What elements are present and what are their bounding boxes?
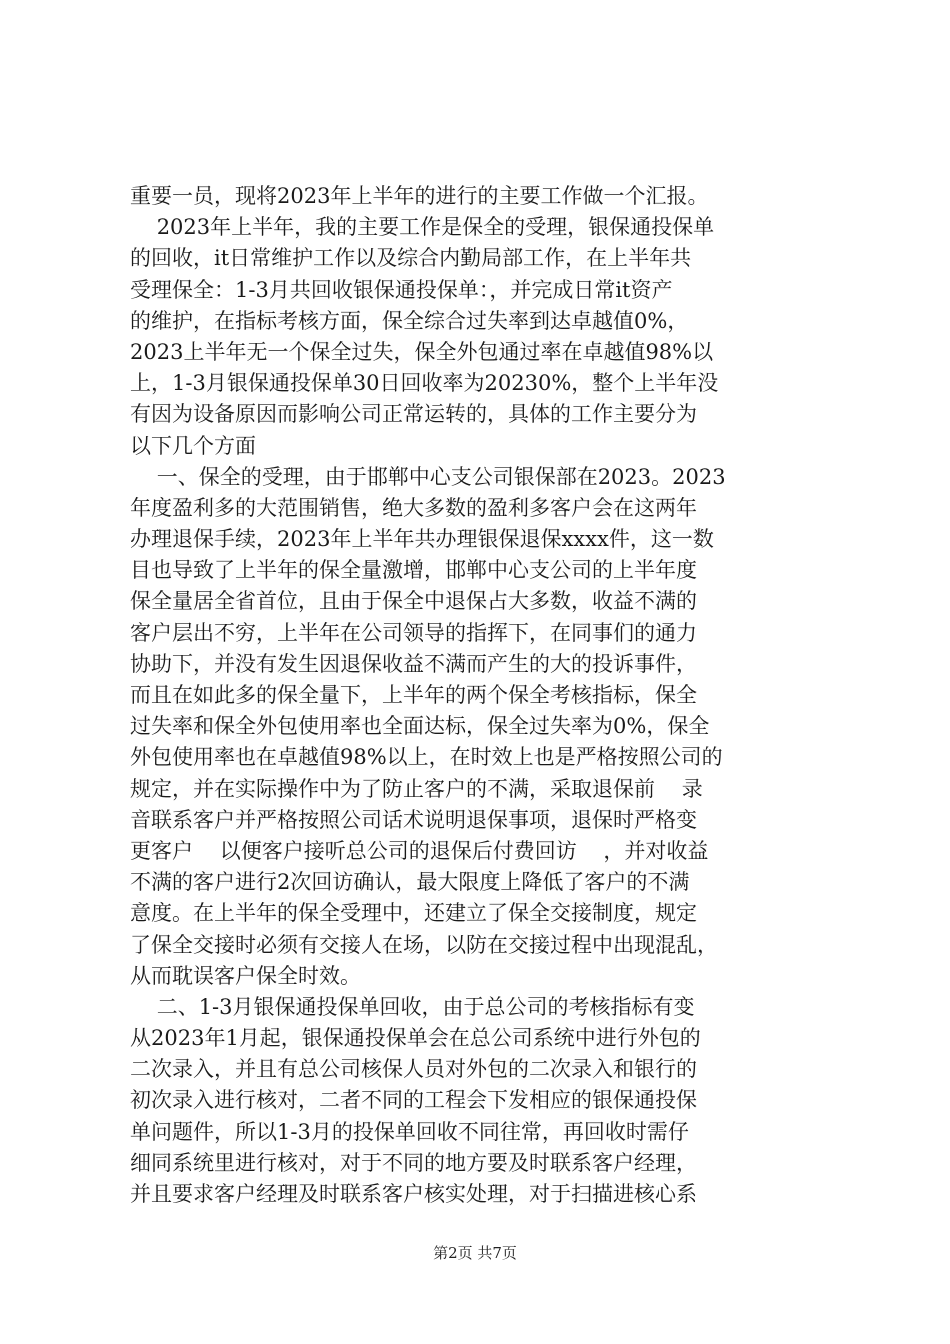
text-line: 2023上半年无一个保全过失，保全外包通过率在卓越值98%以 (130, 339, 714, 364)
text-line: 受理保全：1-3月共回收银保通投保单：，并完成日常it资产 (130, 277, 673, 302)
text-line: 单问题件，所以1-3月的投保单回收不同往常，再回收时需仔 (130, 1119, 689, 1144)
text-line: 一、保全的受理，由于邯郸中心支公司银保部在2023。2023 (130, 464, 726, 489)
text-line: 协助下，并没有发生因退保收益不满而产生的大的投诉事件， (130, 651, 697, 676)
text-line: 目也导致了上半年的保全量激增，邯郸中心支公司的上半年度 (130, 558, 697, 583)
text-line: 重要一员，现将2023年上半年的进行的主要工作做一个汇报。 (130, 184, 709, 208)
text-line: 细同系统里进行核对，对于不同的地方要及时联系客户经理， (130, 1150, 697, 1175)
text-line: 的维护，在指标考核方面，保全综合过失率到达卓越值0%， (130, 308, 689, 333)
text-line: 上，1-3月银保通投保单30日回收率为20230%，整个上半年没 (130, 371, 719, 396)
document-body (130, 181, 830, 1210)
text-line: 2023年上半年，我的主要工作是保全的受理，银保通投保单 (130, 215, 715, 240)
text-line: 二、1-3月银保通投保单回收，由于总公司的考核指标有变 (130, 994, 695, 1019)
text-line: 二次录入，并且有总公司核保人员对外包的二次录入和银行的 (130, 1057, 697, 1082)
text-line: 以下几个方面 (130, 433, 256, 458)
text-line: 办理退保手续，2023年上半年共办理银保退保xxxx件，这一数 (130, 527, 714, 552)
text-line: 并且要求客户经理及时联系客户核实处理，对于扫描进核心系 (130, 1182, 697, 1206)
text-line: 从2023年1月起，银保通投保单会在总公司系统中进行外包的 (130, 1026, 701, 1051)
text-line: 有因为设备原因而影响公司正常运转的，具体的工作主要分为 (130, 402, 697, 427)
text-line: 的回收，it日常维护工作以及综合内勤局部工作，在上半年共 (130, 246, 692, 271)
text-line: 保全量居全省首位，且由于保全中退保占大多数，收益不满的 (130, 589, 697, 614)
text-line: 而且在如此多的保全量下，上半年的两个保全考核指标，保全 (130, 683, 697, 707)
page-footer: 第2页 共7页 (433, 1244, 517, 1262)
text-line: 意度。在上半年的保全受理中，还建立了保全交接制度，规定 (130, 901, 697, 926)
text-line: 从而耽误客户保全时效。 (130, 963, 361, 988)
text-line: 客户层出不穷，上半年在公司领导的指挥下，在同事们的通力 (130, 620, 697, 645)
text-line: 年度盈利多的大范围销售，绝大多数的盈利多客户会在这两年 (130, 495, 697, 520)
text-line: 规定，并在实际操作中为了防止客户的不满，采取退保前 录 (130, 776, 703, 801)
text-line: 更客户 以便客户接听总公司的退保后付费回访 ，并对收益 (130, 838, 709, 863)
text-line: 外包使用率也在卓越值98%以上，在时效上也是严格按照公司的 (130, 745, 723, 770)
text-line: 音联系客户并严格按照公司话术说明退保事项，退保时严格变 (130, 807, 697, 832)
text-line: 不满的客户进行2次回访确认，最大限度上降低了客户的不满 (130, 870, 690, 895)
text-line: 初次录入进行核对，二者不同的工程会下发相应的银保通投保 (130, 1088, 697, 1113)
text-line: 了保全交接时必须有交接人在场，以防在交接过程中出现混乱， (130, 932, 718, 957)
text-line: 过失率和保全外包使用率也全面达标，保全过失率为0%，保全 (130, 714, 710, 739)
